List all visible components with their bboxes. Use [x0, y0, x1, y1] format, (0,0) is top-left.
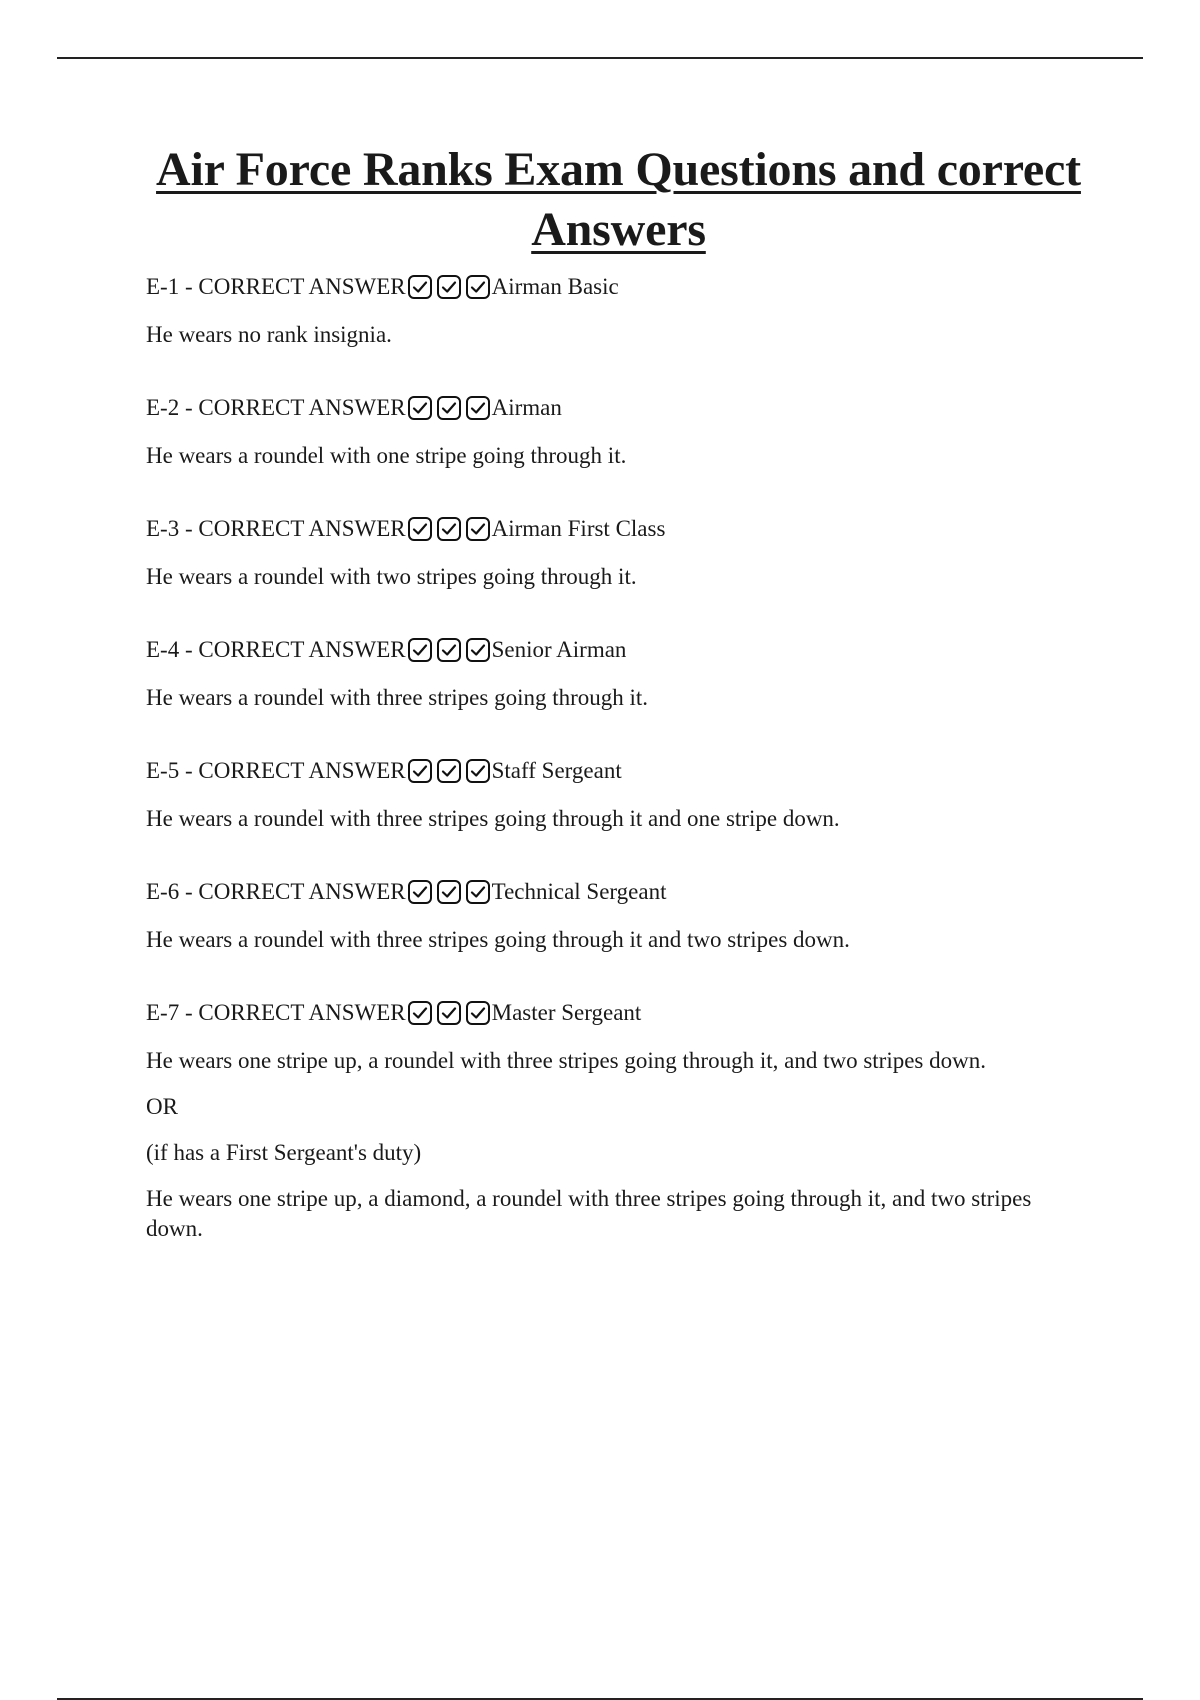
question-line: [146, 998, 1091, 1028]
checkbox-checked-icon: [465, 637, 491, 663]
qa-entry: [146, 514, 1091, 592]
question-text: E-3 - CORRECT ANSWER: [146, 516, 406, 541]
description-extra-text: OR: [146, 1094, 178, 1119]
checkbox-checked-icon: [465, 758, 491, 784]
description-text: He wears no rank insignia.: [146, 322, 392, 347]
question-line: [146, 393, 1091, 423]
check-marks: [407, 1000, 491, 1026]
description-extra-text: (if has a First Sergeant's duty): [146, 1140, 422, 1165]
checkbox-checked-icon: [407, 758, 433, 784]
checkbox-checked-icon: [436, 879, 462, 905]
checkbox-checked-icon: [436, 758, 462, 784]
checkbox-checked-icon: [407, 274, 433, 300]
answer-text: Technical Sergeant: [491, 879, 667, 904]
checkbox-checked-icon: [436, 516, 462, 542]
qa-entry: [146, 393, 1091, 471]
checkbox-checked-icon: [407, 395, 433, 421]
page-title: Air Force Ranks Exam Questions and correct Answers: [156, 143, 1081, 256]
document-body: [146, 140, 1091, 1287]
answer-text: Airman: [491, 395, 562, 420]
checkbox-checked-icon: [436, 637, 462, 663]
question-line: [146, 272, 1091, 302]
checkbox-checked-icon: [407, 879, 433, 905]
description-text: He wears one stripe up, a roundel with three stripes going through it, and two stripes down.: [146, 1048, 986, 1073]
check-marks: [407, 516, 491, 542]
question-text: E-5 - CORRECT ANSWER: [146, 758, 406, 783]
question-text: E-2 - CORRECT ANSWER: [146, 395, 406, 420]
check-marks: [407, 274, 491, 300]
checkbox-checked-icon: [407, 516, 433, 542]
description-text: He wears a roundel with three stripes going through it and one stripe down.: [146, 806, 840, 831]
check-marks: [407, 758, 491, 784]
description-text: He wears a roundel with one stripe going through it.: [146, 443, 627, 468]
qa-entry: [146, 877, 1091, 955]
question-text: E-1 - CORRECT ANSWER: [146, 274, 406, 299]
checkbox-checked-icon: [436, 274, 462, 300]
description-text: He wears a roundel with three stripes going through it and two stripes down.: [146, 927, 850, 952]
top-rule: [57, 57, 1143, 59]
checkbox-checked-icon: [465, 516, 491, 542]
checkbox-checked-icon: [465, 395, 491, 421]
checkbox-checked-icon: [465, 274, 491, 300]
description-text: He wears a roundel with three stripes going through it.: [146, 685, 649, 710]
check-marks: [407, 879, 491, 905]
answer-text: Staff Sergeant: [491, 758, 622, 783]
question-line: [146, 877, 1091, 907]
checkbox-checked-icon: [465, 1000, 491, 1026]
qa-entry: [146, 998, 1091, 1244]
answer-text: Senior Airman: [491, 637, 627, 662]
checkbox-checked-icon: [465, 879, 491, 905]
answer-text: Master Sergeant: [491, 1000, 642, 1025]
description-text: He wears a roundel with two stripes going through it.: [146, 564, 637, 589]
qa-list: [146, 272, 1091, 1244]
question-line: [146, 514, 1091, 544]
question-text: E-4 - CORRECT ANSWER: [146, 637, 406, 662]
checkbox-checked-icon: [407, 1000, 433, 1026]
check-marks: [407, 395, 491, 421]
answer-text: Airman First Class: [491, 516, 666, 541]
description-extra-text: He wears one stripe up, a diamond, a roundel with three stripes going through it, and two stripes down.: [146, 1186, 1032, 1241]
question-text: E-6 - CORRECT ANSWER: [146, 879, 406, 904]
checkbox-checked-icon: [407, 637, 433, 663]
question-line: [146, 635, 1091, 665]
question-line: [146, 756, 1091, 786]
question-text: E-7 - CORRECT ANSWER: [146, 1000, 406, 1025]
check-marks: [407, 637, 491, 663]
checkbox-checked-icon: [436, 395, 462, 421]
qa-entry: [146, 635, 1091, 713]
qa-entry: [146, 756, 1091, 834]
qa-entry: [146, 272, 1091, 350]
answer-text: Airman Basic: [491, 274, 619, 299]
checkbox-checked-icon: [436, 1000, 462, 1026]
